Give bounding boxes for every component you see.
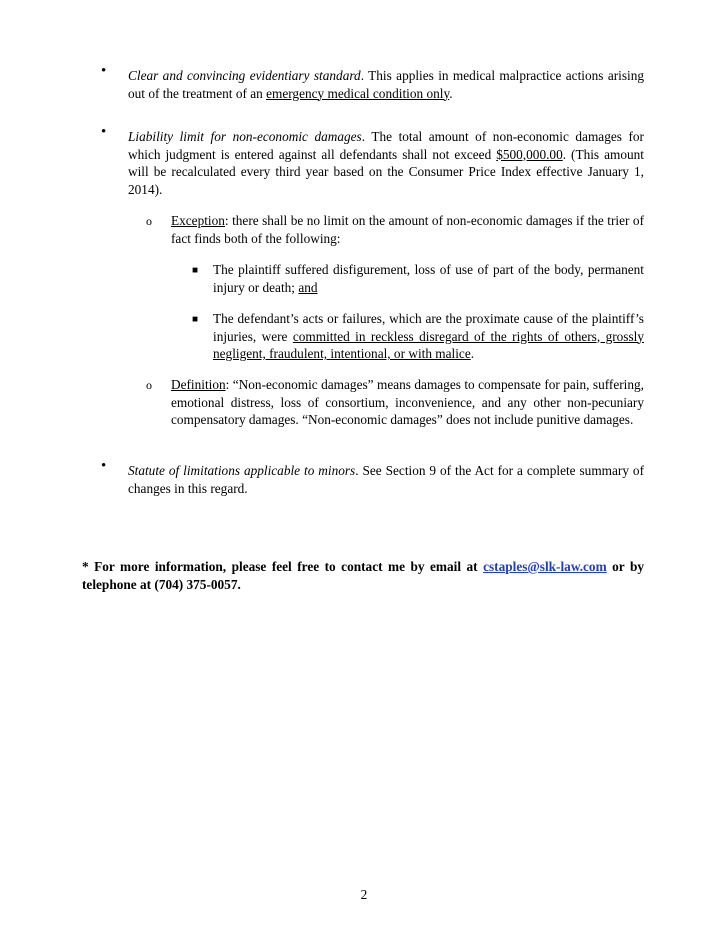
sub-bullet-marker: o xyxy=(146,378,152,392)
definition-text: : “Non-economic damages” means damages to compensate for pain, suffering, emotional distress, loss of consortium, inconvenience, and any other non-pecuniary compensatory damages. “Non-economic damages” does not include punitive damages. xyxy=(171,377,644,427)
item-text: . This applies in medical malpractice actions arising out of the treatment of an xyxy=(128,68,645,101)
bullet-item-evidentiary-standard: Clear and convincing evidentiary standard. This applies in medical malpractice actions arising out of the treatment of an emergency medical condition only. xyxy=(128,68,645,101)
email-link[interactable]: cstaples@slk-law.com xyxy=(483,559,607,574)
item-underlined-amount: $500,000.00 xyxy=(496,146,563,162)
page-number: 2 xyxy=(360,887,368,902)
square-bullet-marker: ■ xyxy=(192,314,199,325)
square-bullet-marker: ■ xyxy=(192,265,199,276)
item-text: . The total amount of non-economic damages for which judgment is entered against all defendants shall not exceed xyxy=(128,129,644,162)
exception-condition-injury: The plaintiff suffered disfigurement, loss of use of part of the body, permanent injury or death; and xyxy=(213,262,644,295)
item-text: . See Section 9 of the Act for a complete summary of changes in this regard. xyxy=(128,463,644,496)
item-title: Clear and convincing evidentiary standard xyxy=(128,68,361,83)
item-underlined-text: emergency medical condition only xyxy=(266,85,450,101)
exception-item xyxy=(171,212,644,247)
exception-label: Exception xyxy=(171,213,225,228)
definition-item xyxy=(171,376,644,429)
bullet-marker: • xyxy=(101,124,107,140)
bullet-marker: • xyxy=(101,63,107,79)
contact-note: * For more information, please feel free to contact me by email at cstaples@slk-law.com or by telephone at (704) 375-0057. xyxy=(82,559,644,592)
exception-condition-conduct: The defendant’s acts or failures, which are the proximate cause of the plaintiff’s injuries, were committed in reckless disregard of the rights of others, grossly negligent, fraudulent, intentional, or with malice. xyxy=(213,311,644,361)
bullet-item-statute-of-limitations xyxy=(128,462,644,497)
bullet-item-liability-limit: Liability limit for non-economic damages. The total amount of non-economic damages for which judgment is entered against all defendants shall not exceed $500,000.00. (This amount will be recalculated every third year based on the Consumer Price Index effective January 1, 2014). xyxy=(128,129,644,197)
definition-label: Definition xyxy=(171,377,226,392)
bullet-marker: • xyxy=(101,458,107,474)
item-title: Statute of limitations applicable to minors xyxy=(128,463,356,478)
sub-bullet-marker: o xyxy=(146,214,152,228)
item-title: Liability limit for non-economic damages xyxy=(128,129,362,144)
exception-text: : there shall be no limit on the amount of non-economic damages if the trier of fact finds both of the following: xyxy=(171,213,644,246)
